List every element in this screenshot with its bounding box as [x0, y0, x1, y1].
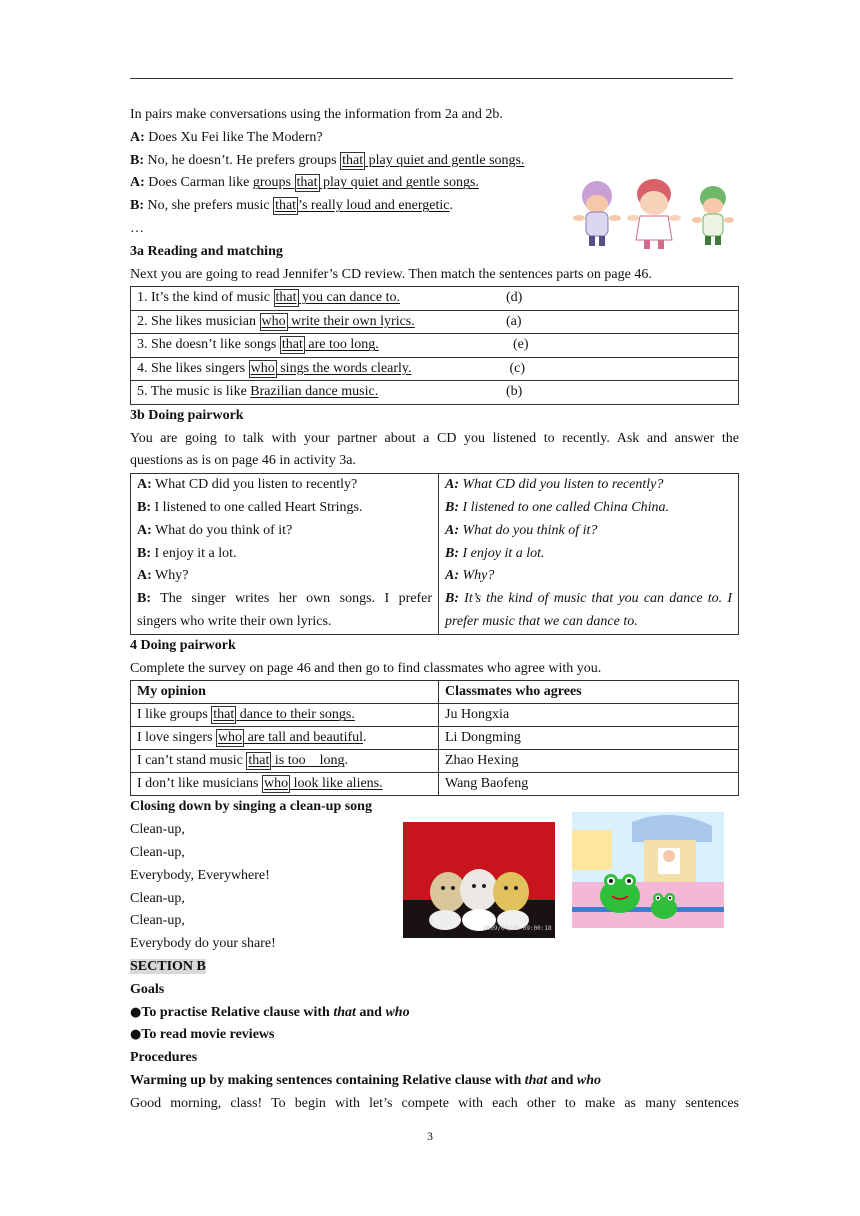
bullet-icon: ●: [130, 1004, 142, 1020]
dialogue-line: A: Does Carman like groups that play quiet and gentle songs.: [130, 175, 479, 191]
page-number: 3: [427, 1129, 433, 1143]
col-header-classmates: Classmates who agrees: [439, 681, 739, 704]
dialogue-right: A: What CD did you listen to recently? B: I listened to one called China China. A: What do you think of it? B: I enjoy it a lot. A: Why? B: It’s the kind of music that you can dance to. I prefer music that we can dance to.: [439, 474, 739, 635]
table-row: [131, 474, 739, 635]
heading-closing: Closing down by singing a clean-up song: [130, 799, 372, 815]
intro-instruction: In pairs make conversations using the information from 2a and 2b.: [130, 107, 503, 122]
dialogue-line: B: No, he doesn’t. He prefers groups that play quiet and gentle songs.: [130, 152, 525, 168]
dialogue-line: B: No, she prefers music that ’s really loud and energetic.: [130, 198, 453, 214]
heading-3a: 3a Reading and matching: [130, 243, 283, 259]
plush-toys-photo: [403, 822, 555, 943]
match-code: (d): [506, 290, 523, 306]
table-row: 4. She likes singers who sings the words clearly. (c): [131, 357, 739, 381]
frogs-cartoon: [572, 812, 724, 933]
col-header-opinion: My opinion: [131, 681, 439, 704]
header-rule: [130, 78, 733, 79]
plush-toy-left: [429, 872, 466, 930]
table-row: I love singers who are tall and beautiful. Li Dongming: [131, 727, 739, 750]
doll-right: [692, 186, 734, 245]
heading-3b: 3b Doing pairwork: [130, 407, 244, 423]
goal-item: ●To read movie reviews: [130, 1027, 275, 1043]
page-content: [130, 104, 739, 1116]
match-code: (b): [506, 384, 523, 400]
table-row: I like groups that dance to their songs. Ju Hongxia: [131, 704, 739, 727]
procedures-heading: Procedures: [130, 1050, 198, 1066]
match-code: (e): [506, 337, 529, 353]
match-code: (c): [506, 360, 526, 376]
ellipsis: …: [130, 220, 144, 236]
heading-4: 4 Doing pairwork: [130, 637, 236, 653]
table-row: 3. She doesn’t like songs that are too long. (e): [131, 334, 739, 358]
song-line: Clean-up,: [130, 890, 185, 906]
table-header-row: [131, 681, 739, 704]
dialogue-left: A: What CD did you listen to recently? B: I listened to one called Heart Strings. A: What do you think of it? B: I enjoy it a lot. A: Why? B: The singer writes her own songs. I prefer singers who write their own lyrics.: [131, 474, 439, 635]
body-text: Good morning, class! To begin with let’s compete with each other to make as many sentences: [130, 1095, 739, 1111]
song-line: Clean-up,: [130, 845, 185, 861]
table-row: 1. It’s the kind of music that you can dance to. (d): [131, 287, 739, 311]
instruction-3a: Next you are going to read Jennifer’s CD review. Then match the sentences parts on page 46.: [130, 266, 652, 282]
song-line: Everybody do your share!: [130, 936, 276, 952]
song-line: Clean-up,: [130, 913, 185, 929]
warming-up-heading: Warming up by making sentences containing Relative clause with that and who: [130, 1073, 602, 1088]
dialogue-line: A: Does Xu Fei like The Modern?: [130, 129, 323, 145]
cartoon-dolls-illustration: [570, 176, 740, 254]
bullet-icon: ●: [130, 1027, 142, 1043]
doll-middle: [627, 179, 681, 249]
table-row: I can’t stand music that is too long. Zhao Hexing: [131, 750, 739, 773]
song-line: Everybody, Everywhere!: [130, 867, 270, 883]
section-b-title: SECTION B: [130, 959, 206, 975]
instruction-3b-1: You are going to talk with your partner about a CD you listened to recently. Ask and answer the: [130, 430, 739, 446]
plush-toy-right: [493, 872, 529, 930]
table-row: 2. She likes musician who write their own lyrics. (a): [131, 310, 739, 334]
doll-left: [573, 181, 621, 246]
plush-toy-middle: [460, 869, 498, 931]
table-row: 5. The music is like Brazilian dance music. (b): [131, 381, 739, 405]
survey-table: [130, 680, 739, 796]
goals-heading: Goals: [130, 981, 165, 997]
goal-item: ●To practise Relative clause with that and who: [130, 1004, 410, 1020]
match-code: (a): [506, 313, 522, 329]
frog-big: [600, 874, 640, 913]
instruction-3b-2: questions as is on page 46 in activity 3a.: [130, 453, 356, 469]
photo-timestamp: 2009/04/28 09:00:18: [483, 925, 552, 932]
song-line: Clean-up,: [130, 822, 185, 838]
instruction-4: Complete the survey on page 46 and then go to find classmates who agree with you.: [130, 660, 602, 676]
table-row: I don’t like musicians who look like aliens. Wang Baofeng: [131, 773, 739, 796]
dialogue-table: [130, 473, 739, 635]
matching-table: [130, 286, 739, 405]
